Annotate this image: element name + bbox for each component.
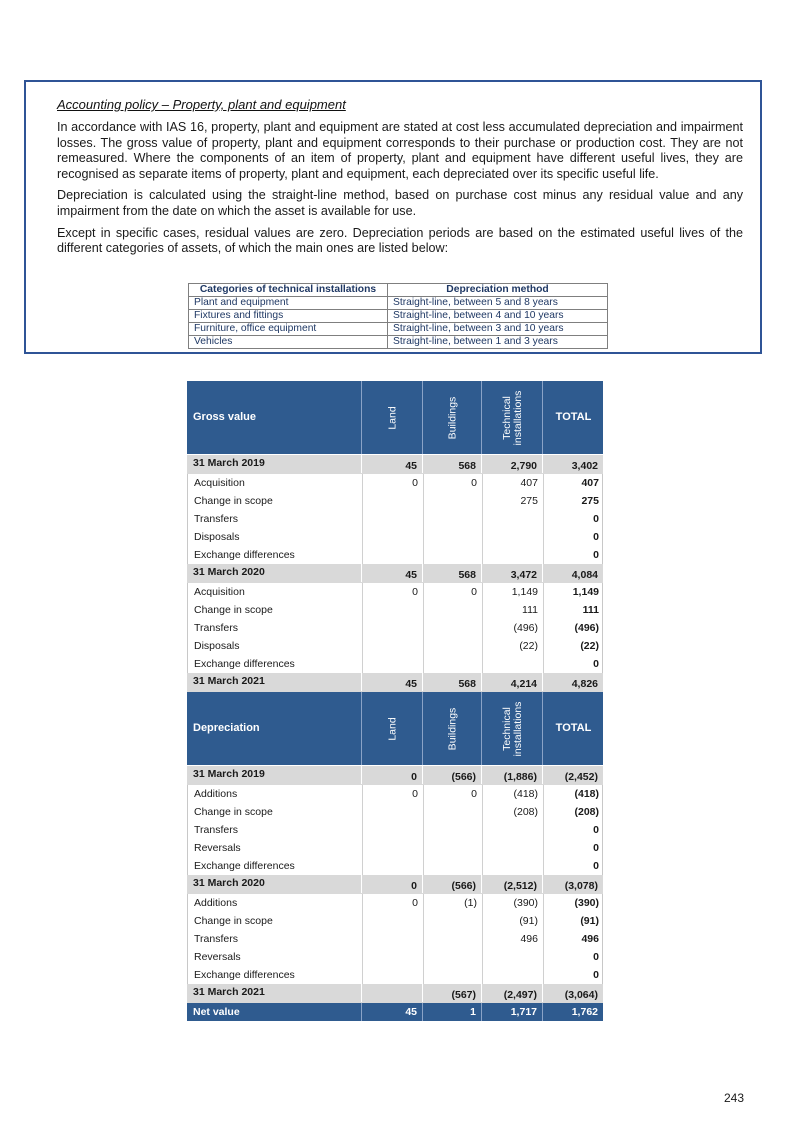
row-label: Exchange differences <box>194 969 295 981</box>
depreciation-movement-row <box>187 803 603 821</box>
total-value: (3,078) <box>542 875 603 893</box>
row-label: 31 March 2021 <box>193 675 265 687</box>
net-technical: 1,717 <box>481 1003 542 1021</box>
gross-value-title: Gross value <box>193 411 256 423</box>
total-value: 496 <box>543 930 604 948</box>
ppe-movement-table <box>187 381 603 1021</box>
technical-value <box>482 510 543 528</box>
total-value: (208) <box>543 803 604 821</box>
buildings-value <box>423 492 482 510</box>
row-label: 31 March 2021 <box>193 986 265 998</box>
total-value: (418) <box>543 785 604 803</box>
technical-value: 275 <box>482 492 543 510</box>
method-cell: Straight-line, between 4 and 10 years <box>388 310 608 323</box>
land-value <box>362 857 423 875</box>
land-value <box>362 912 423 930</box>
row-label: Exchange differences <box>194 860 295 872</box>
total-value: (22) <box>543 637 604 655</box>
row-label: Transfers <box>194 513 238 525</box>
row-label: Reversals <box>194 951 241 963</box>
category-cell: Plant and equipment <box>189 297 388 310</box>
method-cell: Straight-line, between 3 and 10 years <box>388 323 608 336</box>
total-value: 4,084 <box>542 564 603 582</box>
depreciation-movement-row <box>187 857 603 875</box>
gross-movement-row <box>187 619 603 637</box>
category-cell: Fixtures and fittings <box>189 310 388 323</box>
col-technical-installations: Technical installations <box>500 390 524 445</box>
total-value: 407 <box>543 474 604 492</box>
technical-value: 407 <box>482 474 543 492</box>
row-label: 31 March 2020 <box>193 566 265 578</box>
technical-value: (2,512) <box>481 875 542 893</box>
total-value: 0 <box>543 546 604 564</box>
land-value <box>362 821 423 839</box>
row-label: Acquisition <box>194 586 245 598</box>
policy-text <box>57 120 743 263</box>
row-label: Exchange differences <box>194 658 295 670</box>
land-value <box>362 510 423 528</box>
technical-value: 496 <box>482 930 543 948</box>
land-value <box>362 948 423 966</box>
depreciation-period-row <box>187 766 603 785</box>
land-value <box>362 492 423 510</box>
technical-value: (1,886) <box>481 766 542 784</box>
depreciation-movement-row <box>187 894 603 912</box>
category-cell: Vehicles <box>189 336 388 349</box>
land-value: 45 <box>361 673 422 691</box>
total-value: 0 <box>543 857 604 875</box>
row-label: Disposals <box>194 531 240 543</box>
technical-value <box>482 821 543 839</box>
buildings-value: (566) <box>422 766 481 784</box>
col-technical-installations: Technical installations <box>500 701 524 756</box>
total-value: 0 <box>543 839 604 857</box>
gross-movement-row <box>187 474 603 492</box>
row-label: Change in scope <box>194 915 273 927</box>
land-value <box>362 930 423 948</box>
gross-value-rows <box>187 455 603 692</box>
policy-title: Accounting policy – Property, plant and equipment <box>57 97 346 112</box>
land-value: 0 <box>362 785 423 803</box>
buildings-value: 568 <box>422 673 481 691</box>
net-total: 1,762 <box>542 1003 603 1021</box>
row-label: Change in scope <box>194 495 273 507</box>
technical-value: (22) <box>482 637 543 655</box>
land-value: 0 <box>361 875 422 893</box>
depreciation-period-row <box>187 875 603 894</box>
gross-movement-row <box>187 655 603 673</box>
land-value <box>362 839 423 857</box>
buildings-value <box>423 528 482 546</box>
land-value: 45 <box>361 564 422 582</box>
total-value: (390) <box>543 894 604 912</box>
buildings-value: (566) <box>422 875 481 893</box>
category-cell: Furniture, office equipment <box>189 323 388 336</box>
land-value <box>362 546 423 564</box>
gross-movement-row <box>187 601 603 619</box>
buildings-value <box>423 803 482 821</box>
total-value: 3,402 <box>542 455 603 473</box>
buildings-value <box>423 601 482 619</box>
gross-movement-row <box>187 637 603 655</box>
row-label: Additions <box>194 897 238 909</box>
row-label: Disposals <box>194 640 240 652</box>
land-value <box>362 601 423 619</box>
buildings-value: (567) <box>422 984 481 1002</box>
technical-value: (2,497) <box>481 984 542 1002</box>
net-value-row <box>187 1003 603 1021</box>
net-buildings: 1 <box>422 1003 481 1021</box>
row-label: 31 March 2019 <box>193 457 265 469</box>
row-label: Transfers <box>194 933 238 945</box>
gross-period-row <box>187 564 603 583</box>
total-value: 0 <box>543 821 604 839</box>
depreciation-rows <box>187 766 603 1003</box>
buildings-value: 0 <box>423 474 482 492</box>
buildings-value <box>423 912 482 930</box>
technical-value <box>482 528 543 546</box>
gross-movement-row <box>187 510 603 528</box>
buildings-value <box>423 510 482 528</box>
buildings-value: 568 <box>422 455 481 473</box>
depreciation-movement-row <box>187 966 603 984</box>
technical-value <box>482 839 543 857</box>
technical-value <box>482 857 543 875</box>
policy-paragraph: In accordance with IAS 16, property, plant and equipment are stated at cost less accumulated depreciation and impairment losses. The gross value of property, plant and equipment corresponds to their purchase or production cost. They are not remeasured. Where the components of an item of property, plant and equipment have different useful lives, they are recognised as separate items of property, plant and equipment, each depreciated over its specific useful life. <box>57 120 743 181</box>
depreciation-movement-row <box>187 912 603 930</box>
total-value: 0 <box>543 528 604 546</box>
policy-paragraph: Depreciation is calculated using the straight-line method, based on purchase cost minus any residual value and any impairment from the date on which the asset is available for use. <box>57 188 743 218</box>
gross-movement-row <box>187 583 603 601</box>
buildings-value <box>423 839 482 857</box>
depreciation-title: Depreciation <box>193 722 260 734</box>
page-number: 243 <box>724 1091 745 1105</box>
gross-period-row <box>187 455 603 474</box>
land-value <box>362 619 423 637</box>
technical-value: 1,149 <box>482 583 543 601</box>
row-label: 31 March 2019 <box>193 768 265 780</box>
technical-value: (418) <box>482 785 543 803</box>
buildings-value <box>423 637 482 655</box>
land-value <box>362 528 423 546</box>
technical-value: 3,472 <box>481 564 542 582</box>
gross-period-row <box>187 673 603 692</box>
gross-movement-row <box>187 492 603 510</box>
row-label: Additions <box>194 788 238 800</box>
col-total: TOTAL <box>542 692 604 765</box>
buildings-value <box>423 821 482 839</box>
total-value: (2,452) <box>542 766 603 784</box>
method-header: Depreciation method <box>388 284 608 297</box>
total-value: 1,149 <box>543 583 604 601</box>
technical-value <box>482 546 543 564</box>
buildings-value <box>423 619 482 637</box>
buildings-value <box>423 930 482 948</box>
total-value: (91) <box>543 912 604 930</box>
gross-movement-row <box>187 546 603 564</box>
total-value: 0 <box>543 966 604 984</box>
buildings-value: (1) <box>423 894 482 912</box>
row-label: Transfers <box>194 824 238 836</box>
row-label: 31 March 2020 <box>193 877 265 889</box>
technical-value: (91) <box>482 912 543 930</box>
total-value: 111 <box>543 601 604 619</box>
buildings-value: 0 <box>423 785 482 803</box>
depreciation-movement-row <box>187 785 603 803</box>
col-land: Land <box>386 405 398 430</box>
land-value <box>361 984 422 1002</box>
technical-value <box>482 966 543 984</box>
row-label: Change in scope <box>194 806 273 818</box>
row-label: Exchange differences <box>194 549 295 561</box>
buildings-value <box>423 546 482 564</box>
depreciation-movement-row <box>187 821 603 839</box>
technical-value: (208) <box>482 803 543 821</box>
land-value <box>362 966 423 984</box>
total-value: 0 <box>543 510 604 528</box>
total-value: 275 <box>543 492 604 510</box>
land-value: 0 <box>362 583 423 601</box>
technical-value: (496) <box>482 619 543 637</box>
net-value-label: Net value <box>193 1006 240 1018</box>
row-label: Transfers <box>194 622 238 634</box>
depreciation-movement-row <box>187 948 603 966</box>
technical-value: 2,790 <box>481 455 542 473</box>
depreciation-period-row <box>187 984 603 1003</box>
technical-value <box>482 655 543 673</box>
depreciation-header <box>187 692 603 766</box>
technical-value <box>482 948 543 966</box>
land-value: 45 <box>361 455 422 473</box>
buildings-value <box>423 857 482 875</box>
col-land: Land <box>386 716 398 741</box>
depreciation-category-table <box>188 283 608 349</box>
col-buildings: Buildings <box>446 396 458 439</box>
land-value: 0 <box>361 766 422 784</box>
col-total: TOTAL <box>542 381 604 454</box>
row-label: Change in scope <box>194 604 273 616</box>
buildings-value <box>423 948 482 966</box>
total-value: 4,826 <box>542 673 603 691</box>
buildings-value: 0 <box>423 583 482 601</box>
technical-value: (390) <box>482 894 543 912</box>
land-value: 0 <box>362 474 423 492</box>
category-header: Categories of technical installations <box>189 284 388 297</box>
total-value: (3,064) <box>542 984 603 1002</box>
depreciation-movement-row <box>187 839 603 857</box>
total-value: 0 <box>543 948 604 966</box>
method-cell: Straight-line, between 1 and 3 years <box>388 336 608 349</box>
gross-movement-row <box>187 528 603 546</box>
buildings-value: 568 <box>422 564 481 582</box>
land-value <box>362 637 423 655</box>
gross-value-header <box>187 381 603 455</box>
policy-paragraph: Except in specific cases, residual values are zero. Depreciation periods are based on the estimated useful lives of the different categories of assets, of which the main ones are listed below: <box>57 225 743 256</box>
technical-value: 4,214 <box>481 673 542 691</box>
land-value <box>362 803 423 821</box>
depreciation-movement-row <box>187 930 603 948</box>
buildings-value <box>423 655 482 673</box>
row-label: Reversals <box>194 842 241 854</box>
total-value: 0 <box>543 655 604 673</box>
net-land: 45 <box>361 1003 422 1021</box>
technical-value: 111 <box>482 601 543 619</box>
col-buildings: Buildings <box>446 707 458 750</box>
row-label: Acquisition <box>194 477 245 489</box>
total-value: (496) <box>543 619 604 637</box>
land-value <box>362 655 423 673</box>
land-value: 0 <box>362 894 423 912</box>
accounting-policy-box <box>24 80 762 354</box>
method-cell: Straight-line, between 5 and 8 years <box>388 297 608 310</box>
buildings-value <box>423 966 482 984</box>
